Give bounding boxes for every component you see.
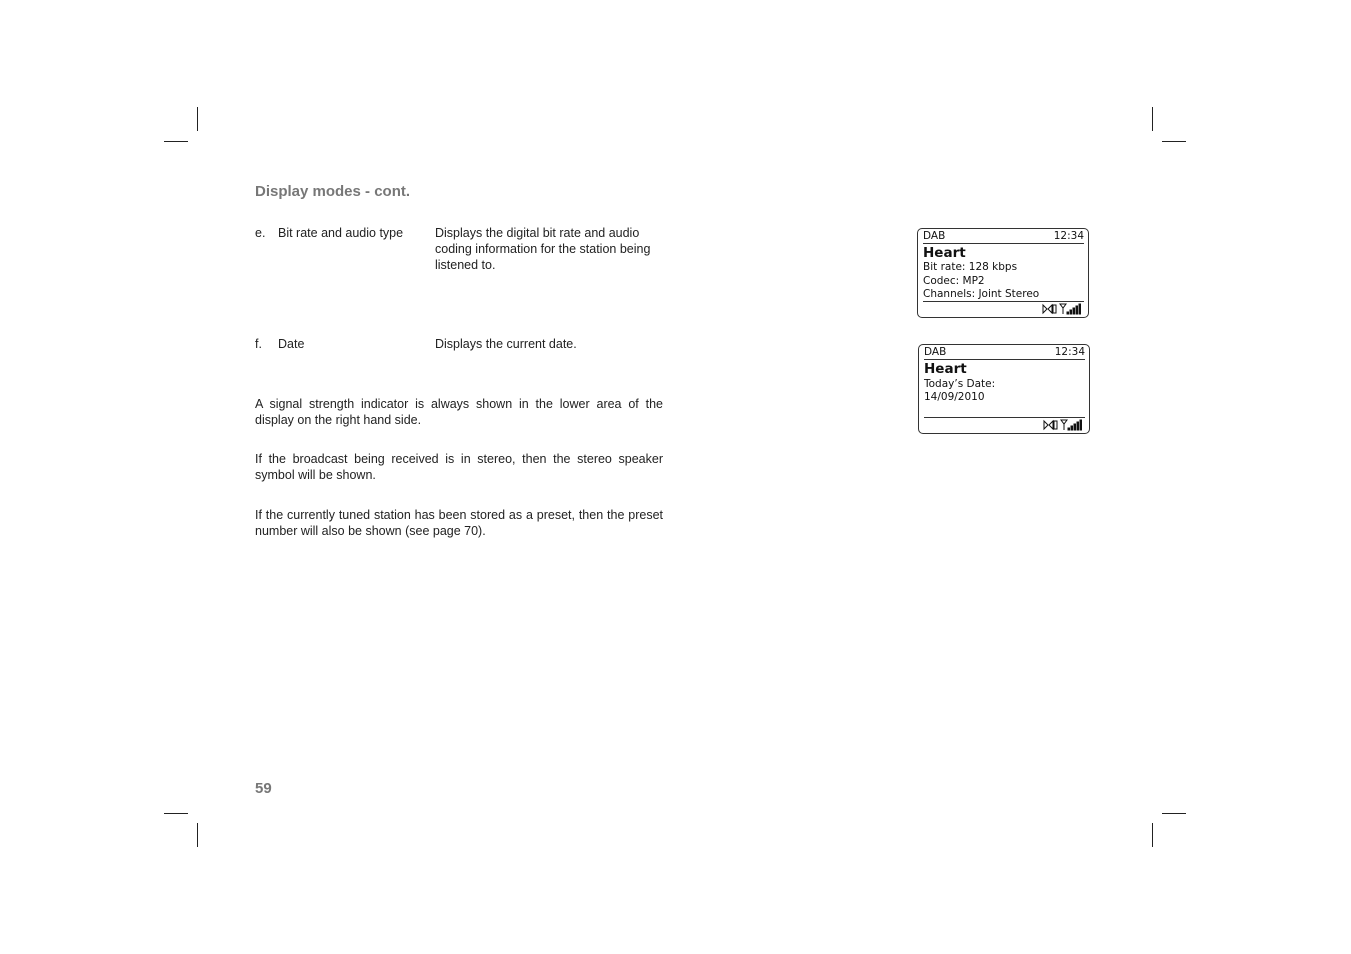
signal-strength-icon [1060, 304, 1081, 314]
item-label: Date [278, 337, 305, 351]
crop-mark [1162, 141, 1186, 142]
lcd-display-date [918, 344, 1090, 434]
lcd-line: Codec: MP2 [923, 275, 985, 287]
lcd-time: 12:34 [1054, 346, 1085, 358]
paragraph-preset: If the currently tuned station has been stored as a preset, then the preset number will also be shown (see page 70). [255, 508, 663, 538]
item-label: Bit rate and audio type [278, 226, 404, 240]
crop-mark [197, 107, 198, 131]
section-heading: Display modes - cont. [255, 183, 411, 200]
lcd-line: 14/09/2010 [924, 391, 985, 403]
list-item-bit-rate [255, 225, 675, 275]
lcd-line: Channels: Joint Stereo [923, 288, 1040, 300]
item-description: Displays the current date. [435, 337, 577, 351]
lcd-time: 12:34 [1053, 230, 1084, 242]
lcd-status-bar [923, 301, 1084, 316]
lcd-line: Bit rate: 128 kbps [923, 261, 1018, 273]
lcd-source: DAB [923, 230, 946, 242]
lcd-station-name: Heart [923, 245, 966, 261]
crop-mark [1162, 813, 1186, 814]
lcd-display-bitrate [917, 228, 1089, 318]
crop-mark [164, 813, 188, 814]
paragraph-stereo: If the broadcast being received is in stereo, then the stereo speaker symbol will be shown. [255, 452, 663, 482]
crop-mark [164, 141, 188, 142]
stereo-speaker-icon [1043, 305, 1056, 313]
lcd-top-bar [923, 230, 1084, 244]
lcd-station-name: Heart [924, 361, 967, 377]
stereo-speaker-icon [1044, 421, 1057, 429]
item-description: Displays the digital bit rate and audio coding information for the station being listened to. [435, 226, 651, 272]
lcd-status-bar [924, 417, 1085, 432]
crop-mark [197, 823, 198, 847]
signal-strength-icon [1061, 420, 1082, 430]
lcd-top-bar [924, 346, 1085, 360]
lcd-line: Today’s Date: [924, 378, 996, 390]
item-letter: e. [255, 226, 266, 240]
lcd-source: DAB [924, 346, 947, 358]
crop-mark [1152, 823, 1153, 847]
page-number: 59 [255, 780, 272, 797]
list-item-date [255, 336, 675, 356]
item-letter: f. [255, 337, 262, 351]
paragraph-signal: A signal strength indicator is always shown in the lower area of the display on the right hand side. [255, 397, 663, 427]
crop-mark [1152, 107, 1153, 131]
